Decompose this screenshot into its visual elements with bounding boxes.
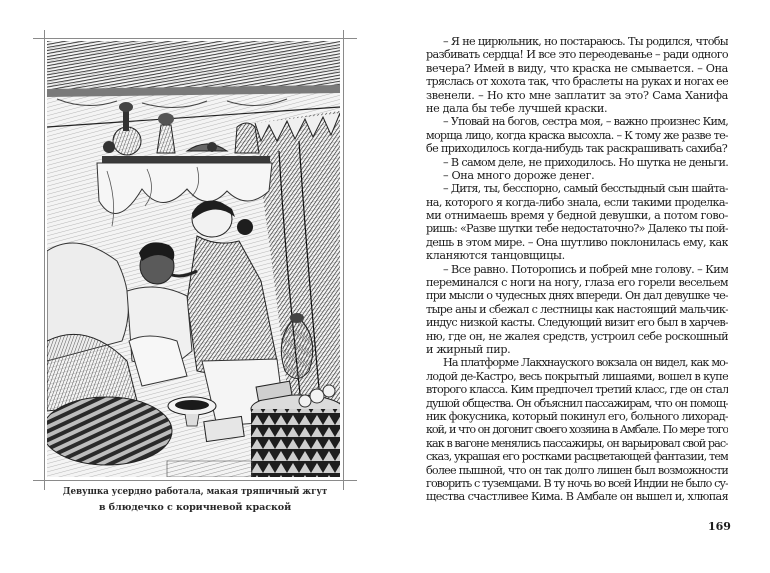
text-line: тыре аны и сбежал с лестницы как настоящий мальчик- xyxy=(426,302,728,316)
text-line: ник фокусника, который покинул его, больного лихорад- xyxy=(426,409,728,423)
text-line: – Она много дороже денег. xyxy=(443,168,595,182)
text-line: второго класса. Ким предпочел третий класс, где он стал xyxy=(426,383,728,397)
illustration xyxy=(47,41,340,477)
text-line: бе приходилось когда-нибудь так раскрашивать сахиба? xyxy=(426,142,728,156)
caption-line: Девушка усердно работала, макая тряпичный жгут xyxy=(62,487,328,497)
text-line: кланяются танцовщицы. xyxy=(426,249,565,263)
text-line: лодой де-Кастро, весь покрытый лишаями, вошел в купе xyxy=(426,369,728,383)
text-line: – В самом деле, не приходилось. Но шутка не деньги. xyxy=(443,155,728,169)
page-number: 169 xyxy=(708,520,731,533)
text-line: душой общества. Он объяснил пассажирам, что он помощ- xyxy=(426,396,728,410)
right-page xyxy=(385,0,770,573)
text-line: ришь: «Разве шутки тебе недостаточно?» Далеко ты пой- xyxy=(426,222,728,236)
text-line: более пышной, что он так долго лишен был возможности xyxy=(426,463,728,477)
frame-rule-top xyxy=(33,38,357,39)
text-line: вечера? Имей в виду, что краска не смывается. – Она xyxy=(426,61,728,75)
frame-rule-bottom xyxy=(33,480,357,481)
body-text xyxy=(426,35,728,504)
frame-rule-right xyxy=(343,30,344,490)
text-line: ми отнимаешь время у бедной девушки, а потом гово- xyxy=(426,209,728,223)
pot xyxy=(281,321,312,379)
text-line: разбивать сердца! И все это переодеванье – ради одного xyxy=(426,48,728,62)
bolster xyxy=(47,397,172,465)
text-line: – Уповай на богов, сестра моя, – важно произнес Ким, xyxy=(443,115,728,129)
text-line: сказ, украшая его ростками расцветающей фантазии, тем xyxy=(426,450,728,464)
text-line: дешь в этом мире. – Она шутливо поклонилась ему, как xyxy=(426,235,728,249)
text-line: переминался с ноги на ногу, глаза его горели весельем xyxy=(426,276,728,290)
text-line: и жирный пир. xyxy=(426,342,511,356)
text-line: говорить с туземцами. В ту ночь во всей Индии не было су- xyxy=(426,476,728,490)
text-line: – Дитя, ты, бесспорно, самый бесстыдный сын шайта- xyxy=(443,182,728,196)
text-line: кой, и что он догонит своего хозяина в Амбале. По мере того xyxy=(426,423,728,437)
caption-line: в блюдечко с коричневой краской xyxy=(98,502,292,513)
illustration-drawing xyxy=(47,41,340,477)
text-line: тряслась от хохота так, что браслеты на руках и ногах ее xyxy=(426,75,728,89)
text-line: На платформе Лакхнауского вокзала он видел, как мо- xyxy=(443,356,728,370)
text-line: на, которого я когда-либо знала, если такими проделка- xyxy=(426,195,728,209)
text-line: – Я не цирюльник, но постараюсь. Ты родился, чтобы xyxy=(443,35,728,48)
text-line: не дала бы тебе лучшей краски. xyxy=(426,101,608,115)
rug-fringe xyxy=(167,461,252,477)
text-line: щества счастливее Кима. В Амбале он вышел и, хлюпая xyxy=(426,490,728,504)
frame-rule-left xyxy=(44,30,45,490)
illustration-caption xyxy=(60,485,330,515)
text-line: индус низкой касты. Следующий визит его был в харчев- xyxy=(426,316,728,330)
text-line: морща лицо, когда краска высохла. – К тому же разве те- xyxy=(426,128,728,142)
text-line: при мысли о чудесных днях впереди. Он дал девушке че- xyxy=(426,289,728,303)
ceiling xyxy=(47,41,340,89)
text-line: – Все равно. Поторопись и побрей мне голову. – Ким xyxy=(443,262,728,276)
text-line: ню, где он, не жалея средств, устроил себе роскошный xyxy=(426,329,728,343)
text-line: как в вагоне менялись пассажиры, он варьировал свой рас- xyxy=(426,436,728,450)
text-line: звенели. – Но кто мне заплатит за это? Сама Ханифа xyxy=(426,88,728,102)
